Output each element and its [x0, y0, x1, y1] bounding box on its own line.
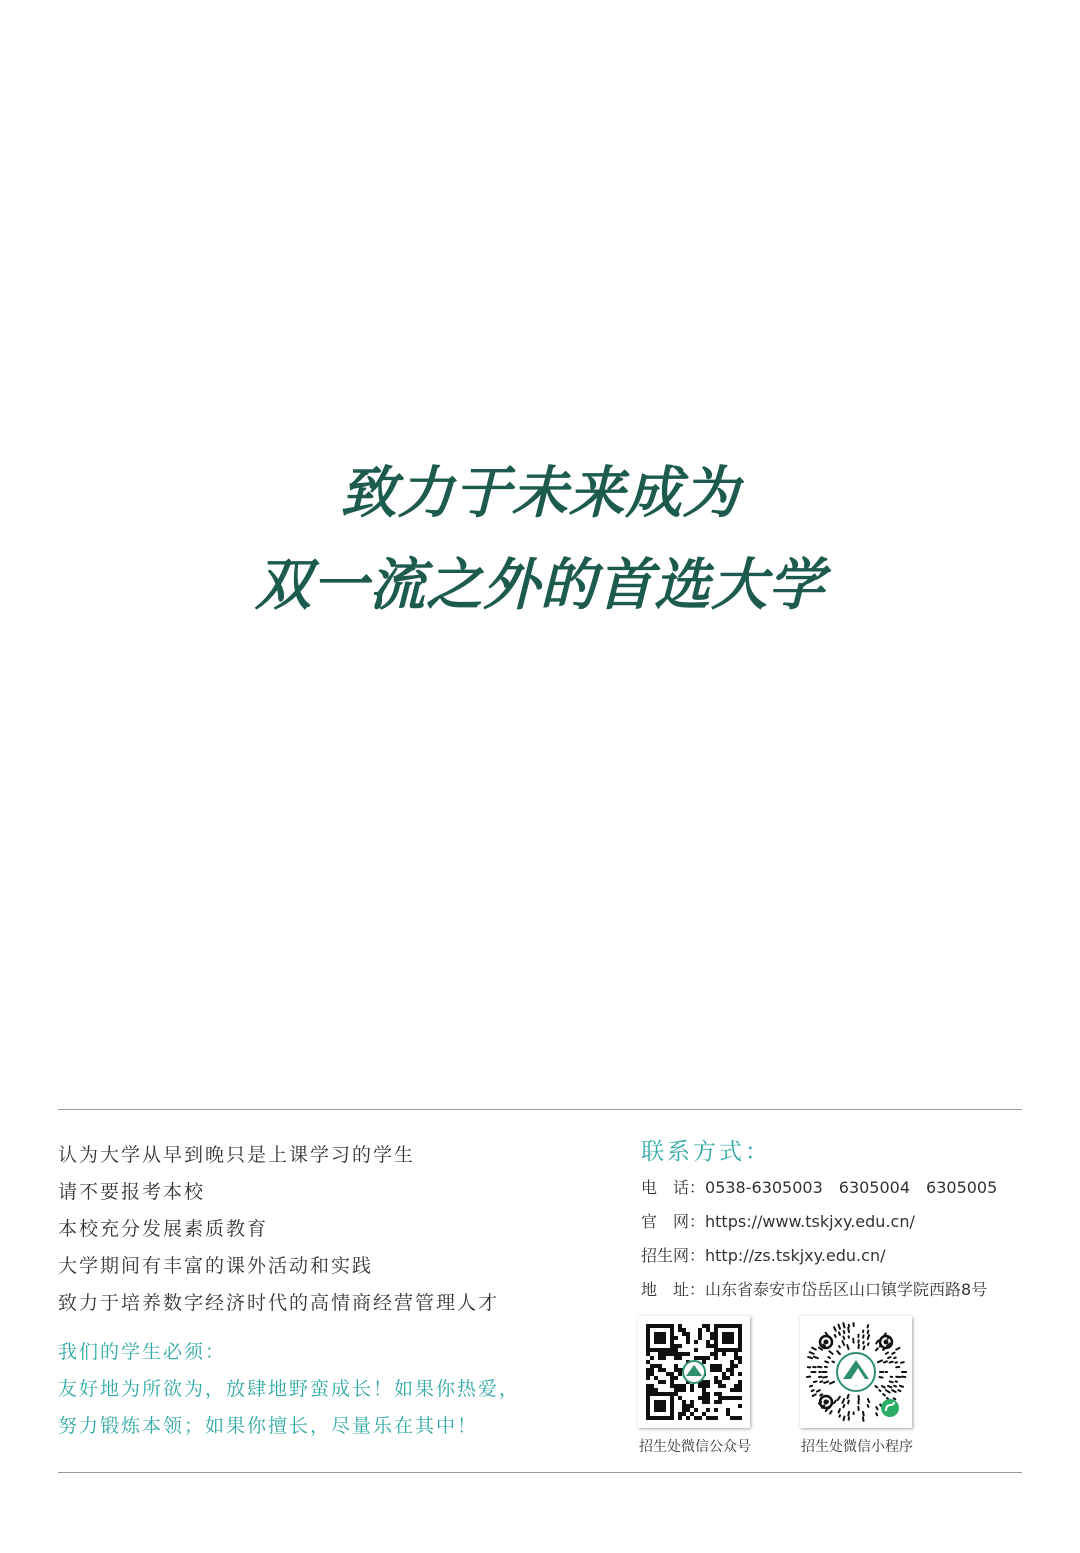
admissions-site-label: 招生网： — [641, 1246, 706, 1265]
headline-line-2: 双一流之外的首选大学 — [255, 553, 825, 618]
slogan-line: 本校充分发展素质教育 — [58, 1218, 269, 1240]
requirements-line: 努力锻炼本领；如果你擅长，尽量乐在其中！ — [58, 1415, 479, 1437]
slogan-line: 请不要报考本校 — [58, 1181, 206, 1203]
wechat-mini-program-qr — [800, 1316, 913, 1455]
qr-code-icon — [638, 1316, 750, 1428]
student-requirements — [58, 1334, 618, 1445]
phone-value: 0538-6305003 6305004 6305005 — [705, 1178, 998, 1197]
slogan-list — [58, 1137, 618, 1322]
contact-website-row — [641, 1205, 1041, 1239]
address-value: 山东省泰安市岱岳区山口镇学院西路8号 — [705, 1280, 988, 1299]
address-label: 地 址： — [641, 1280, 706, 1299]
wechat-mini-caption: 招生处微信小程序 — [801, 1439, 913, 1455]
wechat-official-qr — [638, 1316, 751, 1455]
top-divider — [58, 1109, 1022, 1110]
admissions-site-link[interactable]: http://zs.tskjxy.edu.cn/ — [705, 1246, 886, 1265]
bottom-divider — [58, 1472, 1022, 1473]
requirements-heading: 我们的学生必须： — [58, 1341, 227, 1363]
requirements-line: 友好地为所欲为，放肆地野蛮成长！如果你热爱， — [58, 1378, 521, 1400]
phone-label: 电 话： — [641, 1178, 706, 1197]
mini-program-code-icon — [800, 1316, 912, 1428]
contact-address-row — [641, 1273, 1041, 1307]
slogan-line: 致力于培养数字经济时代的高情商经营管理人才 — [58, 1292, 500, 1314]
contact-info — [641, 1133, 1041, 1307]
contact-title: 联系方式： — [641, 1139, 771, 1165]
website-link[interactable]: https://www.tskjxy.edu.cn/ — [705, 1212, 915, 1231]
website-label: 官 网： — [641, 1212, 706, 1231]
headline-line-1: 致力于未来成为 — [340, 461, 740, 526]
wechat-official-caption: 招生处微信公众号 — [639, 1439, 751, 1455]
contact-admissions-row — [641, 1239, 1041, 1273]
slogan-line: 认为大学从早到晚只是上课学习的学生 — [58, 1144, 416, 1166]
contact-phone-row — [641, 1171, 1041, 1205]
slogan-line: 大学期间有丰富的课外活动和实践 — [58, 1255, 374, 1277]
headline — [0, 448, 1080, 632]
